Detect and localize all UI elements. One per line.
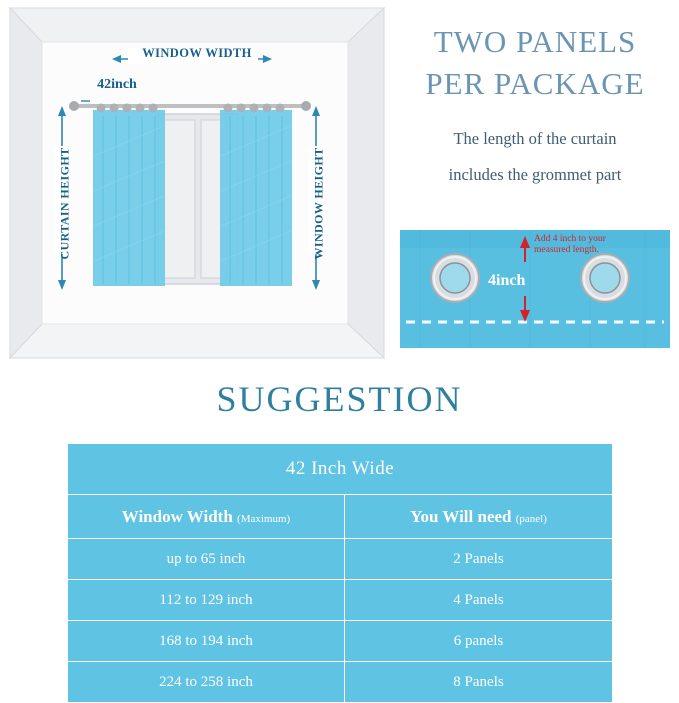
table-row [68, 539, 613, 580]
grommet-measure-label: 4inch [488, 272, 526, 289]
cell-width: 224 to 258 inch [68, 662, 345, 703]
curtain-height-label: CURTAIN HEIGHT [57, 147, 72, 260]
header-panels-needed [345, 495, 613, 539]
table-row [68, 580, 613, 621]
cell-width: 168 to 194 inch [68, 621, 345, 662]
suggestion-table-wrapper [67, 443, 612, 703]
subtext-line-1: The length of the curtain [453, 129, 617, 149]
curtain-width-label: 42inch [97, 77, 137, 92]
header-panels-needed-main: You Will need [410, 506, 512, 526]
table-row [68, 621, 613, 662]
headline-line-1: TWO PANELS [433, 24, 637, 59]
room-illustration [8, 6, 386, 361]
table-title-cell: 42 Inch Wide [68, 444, 613, 495]
grommet-note-line-2: measured length. [534, 244, 599, 255]
cell-panels: 2 Panels [345, 539, 613, 580]
suggestion-title: SUGGESTION [216, 379, 463, 419]
table-row-header [68, 495, 613, 539]
grommet-diagram [400, 230, 670, 348]
cell-panels: 6 panels [345, 621, 613, 662]
header-window-width-main: Window Width [121, 506, 233, 526]
subtext-line-2: includes the grommet part [448, 165, 622, 185]
header-window-width-small: (Maximum) [237, 512, 291, 525]
cell-width: up to 65 inch [68, 539, 345, 580]
grommet-note [534, 234, 606, 256]
cell-width: 112 to 129 inch [68, 580, 345, 621]
table-row-title [68, 444, 613, 495]
header-panels-needed-small: (panel) [515, 512, 547, 525]
cell-panels: 8 Panels [345, 662, 613, 703]
headline-line-2: PER PACKAGE [425, 65, 645, 101]
suggestion-table [67, 443, 613, 703]
grommet-note-line-1: Add 4 inch to your [534, 234, 606, 244]
cell-panels: 4 Panels [345, 580, 613, 621]
table-row [68, 662, 613, 703]
window-height-label: WINDOW HEIGHT [311, 147, 326, 260]
window-width-label: WINDOW WIDTH [142, 46, 252, 60]
header-window-width [68, 495, 345, 539]
headline-block [396, 22, 674, 185]
